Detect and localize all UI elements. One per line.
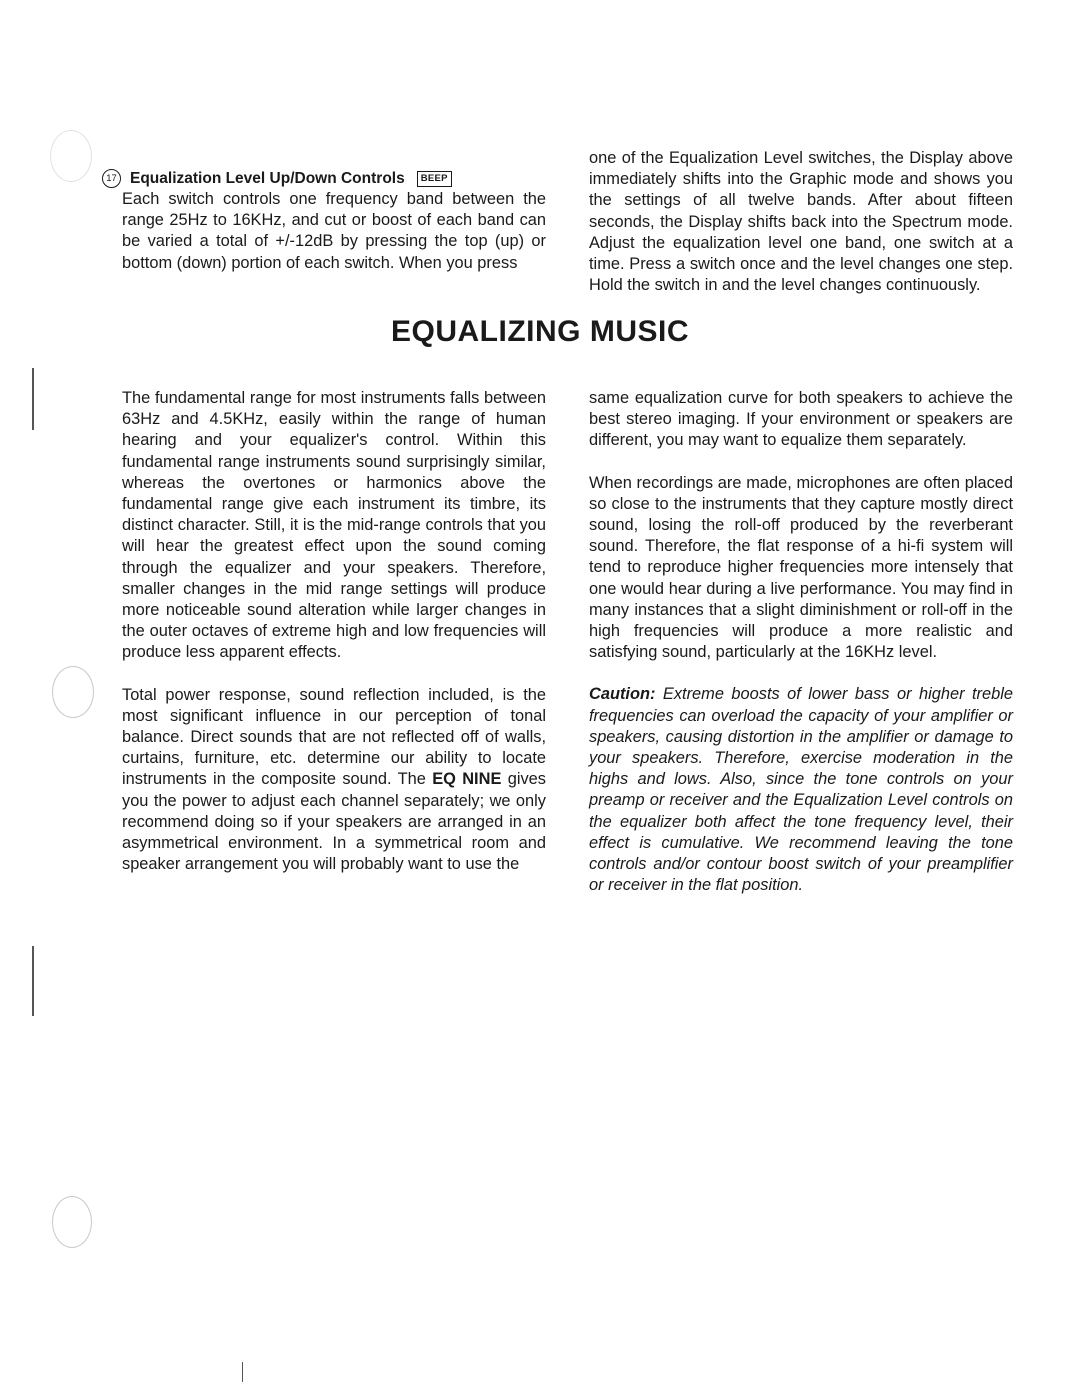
section-heading-text: Equalization Level Up/Down Controls xyxy=(130,170,405,187)
item-number-badge: 17 xyxy=(102,169,121,188)
section-17-left xyxy=(106,168,546,274)
section-17-body-right: one of the Equalization Level switches, the Display above immediately shifts into the Graphic mode and shows you the settings of all twelve bands. After about fifteen seconds, the Display shifts back into the Spectrum mode. Adjust the equalization level one band, one switch at a time. Press a switch once and the level changes one step. Hold the switch in and the level changes continuously. xyxy=(589,149,1013,295)
punch-hole xyxy=(52,1196,92,1248)
brand-name: EQ NINE xyxy=(432,770,502,789)
punch-hole xyxy=(50,130,92,182)
scan-margin-mark xyxy=(242,1362,243,1382)
caution-text: Extreme boosts of lower bass or higher treble frequencies can overload the capacity of your amplifier or speakers, causing distortion in the amplifier or damage to your speakers. Therefore, exercise moderation in the highs and lows. Also, since the tone controls on your preamp or receiver and the Equalization Level controls on the equalizer both affect the tone frequency level, their effect is cumulative. We recommend leaving the tone controls and/or contour boost switch of your preamplifier or receiver in the flat position. xyxy=(589,685,1013,895)
paragraph-stereo-imaging: same equalization curve for both speakers to achieve the best stereo imaging. If your environment or speakers are different, you may want to equalize them separately. xyxy=(589,389,1013,450)
scan-margin-mark xyxy=(32,368,34,430)
scan-margin-mark xyxy=(32,946,34,1016)
caution-label: Caution: xyxy=(589,685,656,704)
paragraph-power-response xyxy=(122,685,546,876)
section-17-heading xyxy=(106,168,546,189)
punch-hole xyxy=(52,666,94,718)
paragraph-text: Total power response, sound reflection included, is the most significant influence in our perception of tonal balance. Direct sounds that are not reflected off of walls, curtains, furniture, etc. determine our ability to locate instruments in the composite sound. The xyxy=(122,685,546,789)
page-title: EQUALIZING MUSIC xyxy=(391,315,689,348)
paragraph-recordings: When recordings are made, microphones are often placed so close to the instruments that they capture mostly direct sound, losing the roll-off produced by the reverberant sound. Therefore, the flat response of a hi-fi system will tend to reproduce higher frequencies more intensely that one would hear during a live performance. You may find in many instances that a slight diminishment or roll-off in the high frequencies will produce a more realistic and satisfying sound, particularly at the 16KHz level. xyxy=(589,473,1013,662)
paragraph-fundamental-range: The fundamental range for most instruments falls between 63Hz and 4.5KHz, easily within the range of human hearing and your equalizer's control. Within this fundamental range instruments sound surprisingly similar, whereas the overtones or harmonics above the fundamental range give each instrument its timbre, its distinct character. Still, it is the mid-range controls that you will hear the greatest effect upon the sound coming through the equalizer and your speakers. Therefore, smaller changes in the mid range settings will produce more noticeable sound alteration while larger changes in the outer octaves of extreme high and low frequencies will produce less apparent effects. xyxy=(122,389,546,662)
caution-paragraph xyxy=(589,684,1013,896)
right-column xyxy=(589,388,1013,896)
paragraph-text: gives you the power to adjust each channel separately; we only recommend doing so if your speakers are arranged in an asymmetrical environment. In a symmetrical room and speaker arrangement you will probably want to use the xyxy=(122,770,546,874)
left-column xyxy=(122,388,546,875)
beep-badge: BEEP xyxy=(417,171,452,187)
section-17-body-left: Each switch controls one frequency band between the range 25Hz to 16KHz, and cut or boost of each band can be varied a total of +/-12dB by pressing the top (up) or bottom (down) portion of each switch. When you press xyxy=(122,190,546,272)
section-17-right xyxy=(589,148,1013,296)
